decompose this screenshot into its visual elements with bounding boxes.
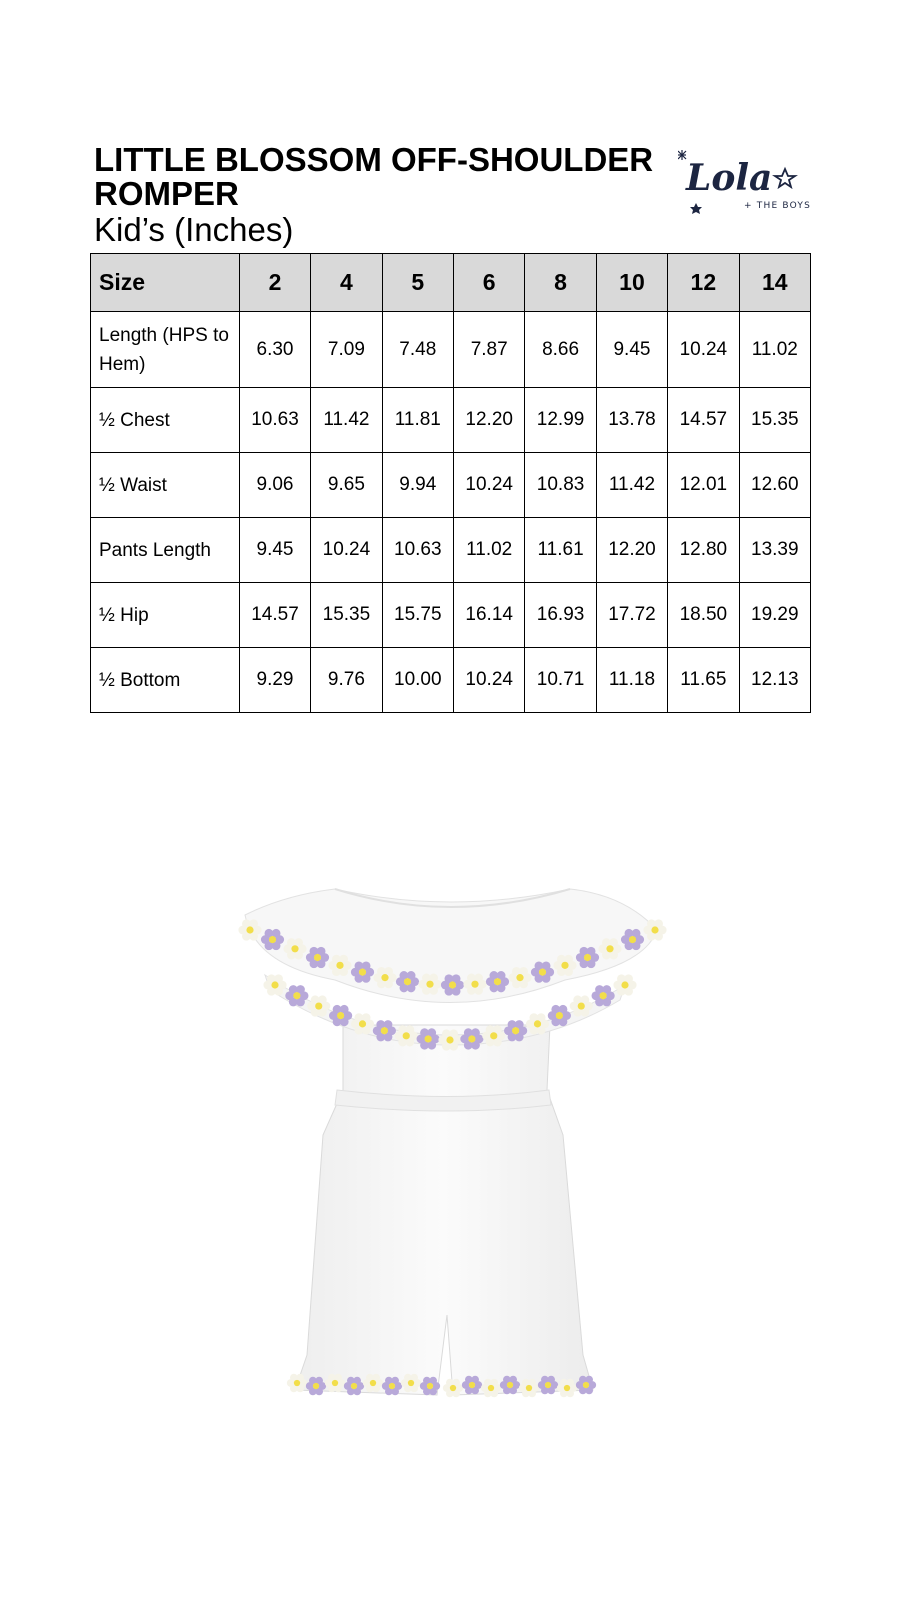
table-row xyxy=(91,583,811,648)
table-cell: 11.61 xyxy=(525,518,596,583)
table-cell: 11.02 xyxy=(739,312,810,388)
table-cell: 7.48 xyxy=(382,312,453,388)
table-header-row xyxy=(91,254,811,312)
table-cell: 9.94 xyxy=(382,453,453,518)
header-cell: 14 xyxy=(739,254,810,312)
header-cell: 6 xyxy=(453,254,524,312)
table-cell: 10.24 xyxy=(453,453,524,518)
svg-text:Lola: Lola xyxy=(686,157,773,199)
table-cell: 9.76 xyxy=(311,648,382,713)
table-cell: 16.14 xyxy=(453,583,524,648)
title-block xyxy=(94,143,684,249)
table-cell: 10.00 xyxy=(382,648,453,713)
table-cell: 16.93 xyxy=(525,583,596,648)
table-row xyxy=(91,453,811,518)
row-label: ½ Waist xyxy=(91,453,240,518)
table-cell: 10.63 xyxy=(382,518,453,583)
table-cell: 12.80 xyxy=(668,518,739,583)
table-cell: 9.29 xyxy=(239,648,310,713)
table-cell: 13.78 xyxy=(596,388,667,453)
table-cell: 10.71 xyxy=(525,648,596,713)
table-row xyxy=(91,388,811,453)
table-cell: 7.87 xyxy=(453,312,524,388)
table-cell: 15.35 xyxy=(311,583,382,648)
table-cell: 12.13 xyxy=(739,648,810,713)
table-cell: 9.45 xyxy=(239,518,310,583)
table-cell: 12.60 xyxy=(739,453,810,518)
table-cell: 6.30 xyxy=(239,312,310,388)
table-cell: 18.50 xyxy=(668,583,739,648)
header-cell: 5 xyxy=(382,254,453,312)
table-row xyxy=(91,518,811,583)
row-label: ½ Chest xyxy=(91,388,240,453)
table-cell: 11.42 xyxy=(596,453,667,518)
size-chart-table xyxy=(90,253,811,713)
header-cell: 4 xyxy=(311,254,382,312)
header-cell: 12 xyxy=(668,254,739,312)
table-cell: 10.83 xyxy=(525,453,596,518)
table-cell: 11.65 xyxy=(668,648,739,713)
row-label: Length (HPS to Hem) xyxy=(91,312,240,388)
table-cell: 17.72 xyxy=(596,583,667,648)
svg-text:+ THE BOYS: + THE BOYS xyxy=(744,201,812,211)
table-cell: 10.63 xyxy=(239,388,310,453)
table-cell: 11.81 xyxy=(382,388,453,453)
brand-logo xyxy=(678,145,818,225)
table-row xyxy=(91,312,811,388)
table-cell: 12.01 xyxy=(668,453,739,518)
chart-subtitle: Kid’s (Inches) xyxy=(94,211,294,248)
table-cell: 8.66 xyxy=(525,312,596,388)
table-cell: 10.24 xyxy=(453,648,524,713)
product-image-romper xyxy=(225,885,680,1445)
header-cell: 10 xyxy=(596,254,667,312)
table-cell: 11.18 xyxy=(596,648,667,713)
row-label: ½ Hip xyxy=(91,583,240,648)
table-cell: 10.24 xyxy=(311,518,382,583)
table-cell: 13.39 xyxy=(739,518,810,583)
table-cell: 15.75 xyxy=(382,583,453,648)
row-label: ½ Bottom xyxy=(91,648,240,713)
table-cell: 14.57 xyxy=(668,388,739,453)
table-cell: 15.35 xyxy=(739,388,810,453)
table-cell: 12.20 xyxy=(453,388,524,453)
product-title: LITTLE BLOSSOM OFF-SHOULDER ROMPER xyxy=(94,141,654,212)
table-cell: 11.42 xyxy=(311,388,382,453)
table-cell: 12.20 xyxy=(596,518,667,583)
table-cell: 7.09 xyxy=(311,312,382,388)
table-cell: 10.24 xyxy=(668,312,739,388)
table-cell: 11.02 xyxy=(453,518,524,583)
row-label: Pants Length xyxy=(91,518,240,583)
table-cell: 9.45 xyxy=(596,312,667,388)
header-cell-size: Size xyxy=(91,254,240,312)
table-cell: 9.65 xyxy=(311,453,382,518)
table-cell: 19.29 xyxy=(739,583,810,648)
table-cell: 14.57 xyxy=(239,583,310,648)
table-row xyxy=(91,648,811,713)
table-cell: 9.06 xyxy=(239,453,310,518)
header-cell: 8 xyxy=(525,254,596,312)
header-cell: 2 xyxy=(239,254,310,312)
table-cell: 12.99 xyxy=(525,388,596,453)
